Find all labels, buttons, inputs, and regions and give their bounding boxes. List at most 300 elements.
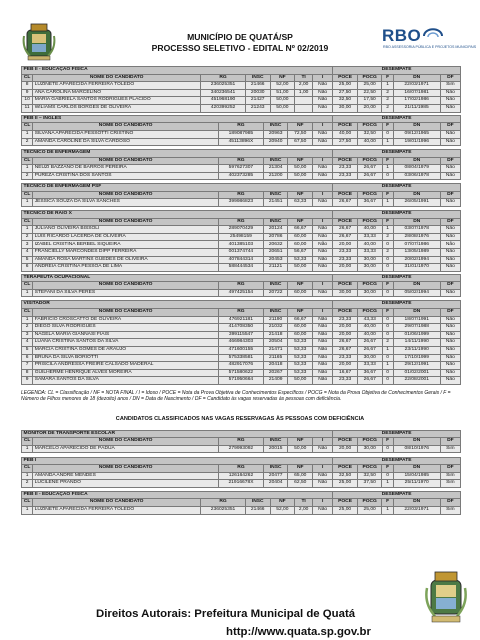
- table-cell: 1: [22, 445, 33, 453]
- column-header: CL: [22, 74, 33, 82]
- column-header: POCG: [357, 465, 382, 473]
- table-cell: 2: [382, 89, 393, 97]
- column-header: POCG: [357, 74, 382, 82]
- column-header: DN: [393, 438, 440, 446]
- column-header: NF: [288, 282, 313, 290]
- table-cell: 1: [382, 506, 393, 514]
- table-cell: Não: [313, 480, 333, 488]
- table-cell: 53,33: [288, 354, 313, 362]
- column-header: POCE: [333, 218, 358, 226]
- table-cell: 53,33: [288, 369, 313, 377]
- table-cell: Não: [440, 346, 460, 354]
- table-cell: AMANDA ROSA MARTINS GUEDES DE OLIVEIRA: [33, 256, 219, 264]
- table-cell: 1: [382, 480, 393, 488]
- table-cell: 03/06/1978: [393, 172, 440, 180]
- table-row: [22, 354, 461, 362]
- table-cell: 8: [22, 82, 33, 90]
- column-header: F: [382, 191, 393, 199]
- desempate-header: DESEMPATE: [333, 301, 461, 309]
- column-header: INSC: [263, 123, 288, 131]
- table-cell: 401385103: [219, 241, 264, 249]
- table-cell: 22/08/2001: [393, 377, 440, 385]
- table-cell: Não: [440, 354, 460, 362]
- table-cell: 20404: [263, 480, 288, 488]
- column-header: INSC: [263, 465, 288, 473]
- column-header: F: [382, 438, 393, 446]
- table-row: [22, 445, 461, 453]
- table-cell: 09/12/1965: [393, 130, 440, 138]
- column-header: CL: [22, 282, 33, 290]
- column-header: F: [382, 308, 393, 316]
- table-cell: 22/03/1971: [393, 82, 440, 90]
- table-cell: 50,00: [288, 172, 313, 180]
- table-cell: 11: [22, 104, 33, 112]
- table-cell: Não: [440, 377, 460, 385]
- table-cell: 26,67: [333, 199, 358, 207]
- table-cell: 03/07/1978: [393, 226, 440, 234]
- table-cell: 29/07/1988: [393, 324, 440, 332]
- table-cell: 40,00: [357, 138, 382, 146]
- table-cell: 466984303: [219, 339, 264, 347]
- table-cell: 0: [382, 264, 393, 272]
- column-header: POCG: [357, 308, 382, 316]
- table-cell: 26,67: [357, 377, 382, 385]
- table-cell: 60,00: [288, 241, 313, 249]
- section-title: MONITOR DE TRANSPORTE ESCOLAR: [22, 430, 333, 438]
- table-cell: 1: [382, 226, 393, 234]
- column-header: RG: [219, 465, 264, 473]
- table-cell: 53,33: [288, 339, 313, 347]
- table-cell: 08/04/1979: [393, 165, 440, 173]
- table-cell: 50,00: [288, 165, 313, 173]
- desempate-header: DESEMPATE: [333, 457, 461, 465]
- results-table: [21, 115, 461, 146]
- table-cell: 50,00: [288, 264, 313, 272]
- table-cell: Não: [313, 346, 333, 354]
- column-header: INSC: [263, 157, 288, 165]
- table-cell: Não: [313, 256, 333, 264]
- column-header: NOME DO CANDIDATO: [33, 308, 219, 316]
- table-cell: 1,00: [295, 89, 313, 97]
- table-row: [22, 97, 461, 105]
- column-header: F: [382, 218, 393, 226]
- table-row: [22, 199, 461, 207]
- column-header: NF: [288, 465, 313, 473]
- column-header: NF: [270, 74, 295, 82]
- table-cell: Não: [440, 130, 460, 138]
- table-cell: 26/05/1991: [393, 199, 440, 207]
- table-cell: Sim: [440, 472, 460, 480]
- table-cell: 0: [382, 324, 393, 332]
- table-cell: 33,33: [357, 233, 382, 241]
- column-header: CL: [22, 123, 33, 131]
- pcd-title: CANDIDATOS CLASSIFICADOS NAS VAGAS RESERVAGAS ÀS PESSOAS COM DEFICIÊNCIA: [115, 415, 365, 422]
- table-cell: 23,33: [333, 316, 358, 324]
- table-cell: 20453: [263, 256, 288, 264]
- table-cell: 0: [382, 130, 393, 138]
- table-cell: 26,67: [333, 226, 358, 234]
- table-cell: 56,67: [288, 249, 313, 257]
- table-cell: 31/01/1970: [393, 264, 440, 272]
- table-cell: 4: [22, 339, 33, 347]
- table-cell: 13/05/1989: [393, 249, 440, 257]
- table-cell: 21243: [245, 104, 270, 112]
- table-cell: 60,00: [288, 289, 313, 297]
- column-header: POCE: [333, 191, 358, 199]
- table-cell: 399986823: [219, 199, 264, 207]
- column-header: CL: [22, 465, 33, 473]
- table-cell: 20,00: [333, 362, 358, 370]
- table-cell: 0: [382, 241, 393, 249]
- table-cell: Não: [313, 289, 333, 297]
- table-cell: LUZINETE APARECIDA FERREIRA TOLEDO: [33, 506, 201, 514]
- table-cell: 1: [22, 316, 33, 324]
- table-cell: 66,67: [288, 316, 313, 324]
- table-cell: 001374744: [219, 249, 264, 257]
- table-row: [22, 130, 461, 138]
- table-cell: 23/11/1990: [393, 346, 440, 354]
- table-cell: 10: [22, 97, 33, 105]
- table-cell: 22,50: [357, 89, 382, 97]
- column-header: TI: [295, 499, 313, 507]
- table-cell: ANA CAROLINA MARCELINO: [33, 89, 201, 97]
- column-header: I: [313, 157, 333, 165]
- table-cell: 25,00: [357, 506, 382, 514]
- table-cell: 1: [382, 346, 393, 354]
- table-cell: 26,67: [333, 346, 358, 354]
- table-cell: 30,00: [333, 104, 358, 112]
- table-cell: 16,67: [333, 369, 358, 377]
- table-cell: 1: [22, 199, 33, 207]
- table-cell: 50,00: [288, 445, 313, 453]
- results-table: [21, 183, 461, 207]
- table-cell: 2: [382, 233, 393, 241]
- column-header: NF: [288, 123, 313, 131]
- column-header: I: [313, 218, 333, 226]
- table-cell: 28/08/1976: [393, 233, 440, 241]
- table-cell: 588444534: [219, 264, 264, 272]
- table-cell: Não: [313, 445, 333, 453]
- table-cell: Não: [313, 369, 333, 377]
- table-cell: MARIA GABRIELA SANTOS RODRIGUES PLÁCIDO: [33, 97, 201, 105]
- table-cell: 26,67: [357, 165, 382, 173]
- table-cell: Não: [313, 362, 333, 370]
- table-cell: Não: [440, 362, 460, 370]
- table-row: [22, 138, 461, 146]
- table-cell: 236025351: [201, 506, 246, 514]
- results-table: [21, 149, 461, 180]
- table-row: [22, 172, 461, 180]
- column-header: DF: [440, 308, 460, 316]
- table-cell: 32,50: [357, 472, 382, 480]
- table-cell: 20030: [245, 89, 270, 97]
- table-cell: 21121: [263, 264, 288, 272]
- table-cell: Não: [313, 82, 333, 90]
- table-cell: 20418: [263, 362, 288, 370]
- table-cell: 21916678X: [219, 480, 264, 488]
- column-header: POCE: [333, 74, 358, 82]
- table-cell: 40,00: [357, 331, 382, 339]
- column-header: DN: [393, 499, 440, 507]
- table-cell: 23,33: [333, 377, 358, 385]
- table-cell: Não: [313, 97, 333, 105]
- table-cell: 20963: [263, 130, 288, 138]
- table-cell: 23,33: [333, 256, 358, 264]
- table-cell: JÉSSICA SOUZA DA SILVA SANCHES: [33, 199, 219, 207]
- table-cell: 3: [22, 331, 33, 339]
- table-cell: 1: [382, 165, 393, 173]
- table-cell: Não: [313, 172, 333, 180]
- table-cell: [295, 97, 313, 105]
- column-header: RG: [201, 499, 246, 507]
- table-cell: 21032: [263, 324, 288, 332]
- column-header: INSC: [245, 74, 270, 82]
- column-header: POCE: [333, 499, 358, 507]
- table-row: [22, 369, 461, 377]
- table-cell: 482917076: [219, 362, 264, 370]
- table-cell: 2: [22, 138, 33, 146]
- website-link[interactable]: http://www.quata.sp.gov.br: [226, 626, 371, 638]
- table-cell: 1: [22, 289, 33, 297]
- table-cell: 23,33: [333, 354, 358, 362]
- table-cell: 01/02/2001: [393, 369, 440, 377]
- column-header: POCE: [333, 465, 358, 473]
- table-cell: Não: [313, 199, 333, 207]
- table-cell: Não: [440, 324, 460, 332]
- table-cell: 2: [382, 339, 393, 347]
- table-cell: 571580622: [219, 369, 264, 377]
- table-cell: 37,50: [357, 480, 382, 488]
- table-cell: AMANDA ANDRÉ MENDES: [33, 472, 219, 480]
- section-title: TÉCNICO DE RAIO X: [22, 211, 333, 219]
- column-header: DF: [440, 74, 460, 82]
- table-cell: STÉFANI DA SILVA PERES: [33, 289, 219, 297]
- table-cell: MARCELO APARECIDO DE PÁDUA: [33, 445, 219, 453]
- table-cell: 21427: [245, 97, 270, 105]
- table-cell: BRUNA DA SILVA BORIOTTI: [33, 354, 219, 362]
- table-cell: 25,00: [333, 506, 358, 514]
- column-header: CL: [22, 191, 33, 199]
- table-cell: 0: [382, 331, 393, 339]
- table-cell: 407844314: [219, 256, 264, 264]
- table-cell: Não: [440, 316, 460, 324]
- column-header: RG: [219, 282, 264, 290]
- table-cell: 05/02/1994: [393, 289, 440, 297]
- column-header: F: [382, 499, 393, 507]
- column-header: POCG: [357, 218, 382, 226]
- table-cell: 20,00: [333, 331, 358, 339]
- table-cell: 5: [22, 256, 33, 264]
- table-row: [22, 233, 461, 241]
- column-header: DF: [440, 465, 460, 473]
- table-cell: 20015: [263, 445, 288, 453]
- column-header: I: [313, 282, 333, 290]
- table-cell: LUIS RICARDO LACERDA DE OLIVEIRA: [33, 233, 219, 241]
- table-cell: 9: [22, 377, 33, 385]
- table-cell: PRISCILA ANDRESSA FREIRE CALSADO MADERAL: [33, 362, 219, 370]
- table-cell: 20632: [263, 241, 288, 249]
- column-header: POCE: [333, 282, 358, 290]
- table-cell: 1: [382, 362, 393, 370]
- results-table: [21, 274, 461, 298]
- table-cell: Não: [440, 199, 460, 207]
- table-row: [22, 89, 461, 97]
- table-cell: Não: [440, 97, 460, 105]
- table-cell: 23,33: [333, 172, 358, 180]
- table-cell: Não: [313, 339, 333, 347]
- table-cell: Não: [440, 241, 460, 249]
- table-cell: 67,50: [288, 138, 313, 146]
- table-cell: 53,33: [288, 346, 313, 354]
- table-cell: Não: [313, 249, 333, 257]
- table-cell: 72,50: [288, 130, 313, 138]
- column-header: I: [313, 123, 333, 131]
- table-cell: 60,00: [288, 233, 313, 241]
- column-header: INSC: [263, 438, 288, 446]
- desempate-header: DESEMPATE: [333, 274, 461, 282]
- table-cell: Não: [440, 331, 460, 339]
- column-header: DN: [393, 465, 440, 473]
- table-cell: 476921181: [219, 316, 264, 324]
- table-cell: 33,33: [357, 249, 382, 257]
- results-table: [21, 430, 461, 454]
- column-header: RG: [219, 218, 264, 226]
- table-cell: 20477: [263, 472, 288, 480]
- table-cell: Sim: [440, 445, 460, 453]
- table-cell: 30,00: [357, 264, 382, 272]
- table-cell: 279993092: [219, 445, 264, 453]
- desempate-header: DESEMPATE: [333, 67, 461, 75]
- table-cell: Não: [440, 226, 460, 234]
- table-cell: 2: [382, 104, 393, 112]
- table-row: [22, 256, 461, 264]
- table-cell: 25,00: [333, 480, 358, 488]
- table-cell: 32,50: [333, 472, 358, 480]
- results-table: [21, 300, 461, 385]
- table-cell: Não: [313, 264, 333, 272]
- column-header: NF: [270, 499, 295, 507]
- table-cell: Não: [440, 233, 460, 241]
- column-header: F: [382, 282, 393, 290]
- rbo-logo-text: RBO: [382, 26, 422, 45]
- column-header: NF: [288, 191, 313, 199]
- table-cell: 21/11/1985: [393, 104, 440, 112]
- table-cell: 0: [382, 316, 393, 324]
- table-cell: 20124: [263, 226, 288, 234]
- table-row: [22, 346, 461, 354]
- table-cell: 289070429: [219, 226, 264, 234]
- table-cell: JULIANO OLIVEIRA BISSOLI: [33, 226, 219, 234]
- table-cell: Não: [313, 472, 333, 480]
- table-cell: FRANCIELLY MARCONDES DIPP FERREIRA: [33, 249, 219, 257]
- table-cell: 6: [22, 354, 33, 362]
- column-header: POCG: [357, 282, 382, 290]
- column-header: RG: [219, 157, 264, 165]
- column-header: F: [382, 157, 393, 165]
- table-row: [22, 324, 461, 332]
- table-cell: 40,00: [357, 324, 382, 332]
- table-cell: 20,00: [333, 241, 358, 249]
- table-cell: 21466: [245, 506, 270, 514]
- table-cell: SILVANA APARECIDA PESSOTTI CRISTINO: [33, 130, 219, 138]
- table-cell: Não: [440, 172, 460, 180]
- table-cell: 0: [382, 472, 393, 480]
- column-header: POCG: [357, 157, 382, 165]
- column-header: DN: [393, 191, 440, 199]
- table-cell: 52,00: [270, 506, 295, 514]
- column-header: POCG: [357, 191, 382, 199]
- table-cell: Não: [440, 249, 460, 257]
- section-title: VISITADOR: [22, 301, 333, 309]
- column-header: NOME DO CANDIDATO: [33, 465, 219, 473]
- table-cell: 25,00: [357, 82, 382, 90]
- table-cell: Não: [313, 226, 333, 234]
- table-cell: Não: [313, 324, 333, 332]
- table-cell: 1: [22, 506, 33, 514]
- table-cell: Não: [313, 165, 333, 173]
- column-header: NOME DO CANDIDATO: [33, 74, 201, 82]
- table-cell: Não: [313, 506, 333, 514]
- table-cell: Não: [440, 165, 460, 173]
- table-row: [22, 104, 461, 112]
- rbo-logo-subtitle: RBO ASSESSORIA PÚBLICA E PROJETOS MUNICIPAIS: [383, 45, 477, 49]
- table-cell: 30,00: [357, 289, 382, 297]
- table-cell: 15/04/1985: [393, 472, 440, 480]
- column-header: F: [382, 74, 393, 82]
- table-cell: 2: [382, 97, 393, 105]
- column-header: NOME DO CANDIDATO: [33, 282, 219, 290]
- table-cell: 25,00: [333, 82, 358, 90]
- desempate-header: DESEMPATE: [333, 430, 461, 438]
- results-table: [21, 491, 461, 515]
- table-cell: 53,33: [288, 256, 313, 264]
- table-cell: 21200: [263, 172, 288, 180]
- table-cell: 571950664: [219, 377, 264, 385]
- column-header: POCG: [357, 123, 382, 131]
- table-cell: 30,00: [357, 354, 382, 362]
- column-header: F: [382, 465, 393, 473]
- column-header: CL: [22, 499, 33, 507]
- table-row: [22, 165, 461, 173]
- column-header: I: [313, 465, 333, 473]
- table-cell: 2: [382, 249, 393, 257]
- table-cell: 40,00: [357, 226, 382, 234]
- results-table: [21, 457, 461, 488]
- table-row: [22, 331, 461, 339]
- table-cell: Não: [313, 130, 333, 138]
- table-cell: IZABEL CRISTINA BERBEL SIQUEIRA: [33, 241, 219, 249]
- table-cell: 2,00: [295, 506, 313, 514]
- table-cell: 26,67: [333, 233, 358, 241]
- table-cell: 20722: [263, 289, 288, 297]
- table-row: [22, 289, 461, 297]
- table-cell: NEUZI BAZZANO DE BARROS PEREIRA: [33, 165, 219, 173]
- column-header: NF: [288, 218, 313, 226]
- table-cell: 45113896X: [219, 138, 264, 146]
- table-cell: 189087985: [219, 130, 264, 138]
- column-header: DN: [393, 218, 440, 226]
- column-header: RG: [219, 308, 264, 316]
- table-cell: 21190: [263, 316, 288, 324]
- table-cell: 25/11/1970: [393, 480, 440, 488]
- table-cell: 399115547: [219, 331, 264, 339]
- desempate-header: DESEMPATE: [333, 491, 461, 499]
- table-cell: 17/02/1986: [393, 97, 440, 105]
- column-header: INSC: [263, 282, 288, 290]
- table-cell: NÁGELA MARIA GIANNASI FIAIS: [33, 331, 219, 339]
- table-row: [22, 480, 461, 488]
- table-cell: 0: [382, 289, 393, 297]
